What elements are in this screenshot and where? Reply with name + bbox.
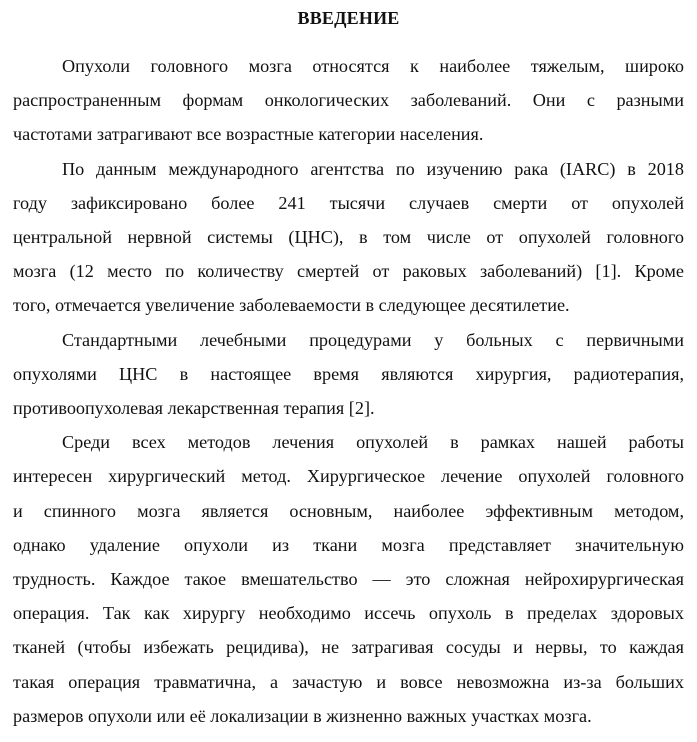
paragraph-line: тканей (чтобы избежать рецидива), не затрагивая сосуды и нервы, то каждая — [13, 637, 684, 658]
paragraph-line: такая операция травматична, а зачастую и вовсе невозможна из-за больших — [13, 671, 684, 692]
paragraph-line: размеров опухоли или её локализации в жизненно важных участках мозга. — [13, 705, 592, 726]
paragraph-line: опухолями ЦНС в настоящее время являются хирургия, радиотерапия, — [13, 363, 684, 384]
paragraph-2 — [13, 152, 684, 323]
paragraph-line: трудность. Каждое такое вмешательство — это сложная нейрохирургическая — [13, 569, 684, 590]
paragraph-3 — [13, 323, 684, 426]
paragraph-line: Опухоли головного мозга относятся к наиболее тяжелым, широко — [62, 56, 684, 76]
paragraph-line: и спинного мозга является основным, наиболее эффективным методом, — [13, 500, 684, 521]
paragraph-line: интересен хирургический метод. Хирургическое лечение опухолей головного — [13, 466, 684, 487]
document-page — [13, 6, 684, 733]
paragraph-line: частотами затрагивают все возрастные категории населения. — [13, 124, 484, 145]
paragraph-line: Среди всех методов лечения опухолей в рамках нашей работы — [62, 432, 684, 453]
paragraph-line: Стандартными лечебными процедурами у больных с первичными — [62, 329, 684, 350]
paragraph-line: По данным международного агентства по изучению рака (IARC) в 2018 — [62, 158, 684, 179]
section-title: ВВЕДЕНИЕ — [297, 8, 400, 28]
paragraph-line: операция. Так как хирургу необходимо иссечь опухоль в пределах здоровых — [13, 603, 684, 624]
paragraph-1 — [13, 49, 684, 152]
paragraph-line: центральной нервной системы (ЦНС), в том числе от опухолей головного — [13, 227, 684, 248]
paragraph-line: противоопухолевая лекарственная терапия [2]. — [13, 398, 375, 419]
paragraph-4 — [13, 425, 684, 733]
paragraph-line: году зафиксировано более 241 тысячи случаев смерти от опухолей — [13, 192, 684, 213]
paragraph-line: однако удаление опухоли из ткани мозга представляет значительную — [13, 534, 684, 555]
paragraph-line: мозга (12 место по количеству смертей от раковых заболеваний) [1]. Кроме — [13, 261, 684, 282]
paragraph-line: распространенным формам онкологических заболеваний. Они с разными — [13, 90, 684, 111]
paragraph-line: того, отмечается увеличение заболеваемости в следующее десятилетие. — [13, 295, 570, 316]
